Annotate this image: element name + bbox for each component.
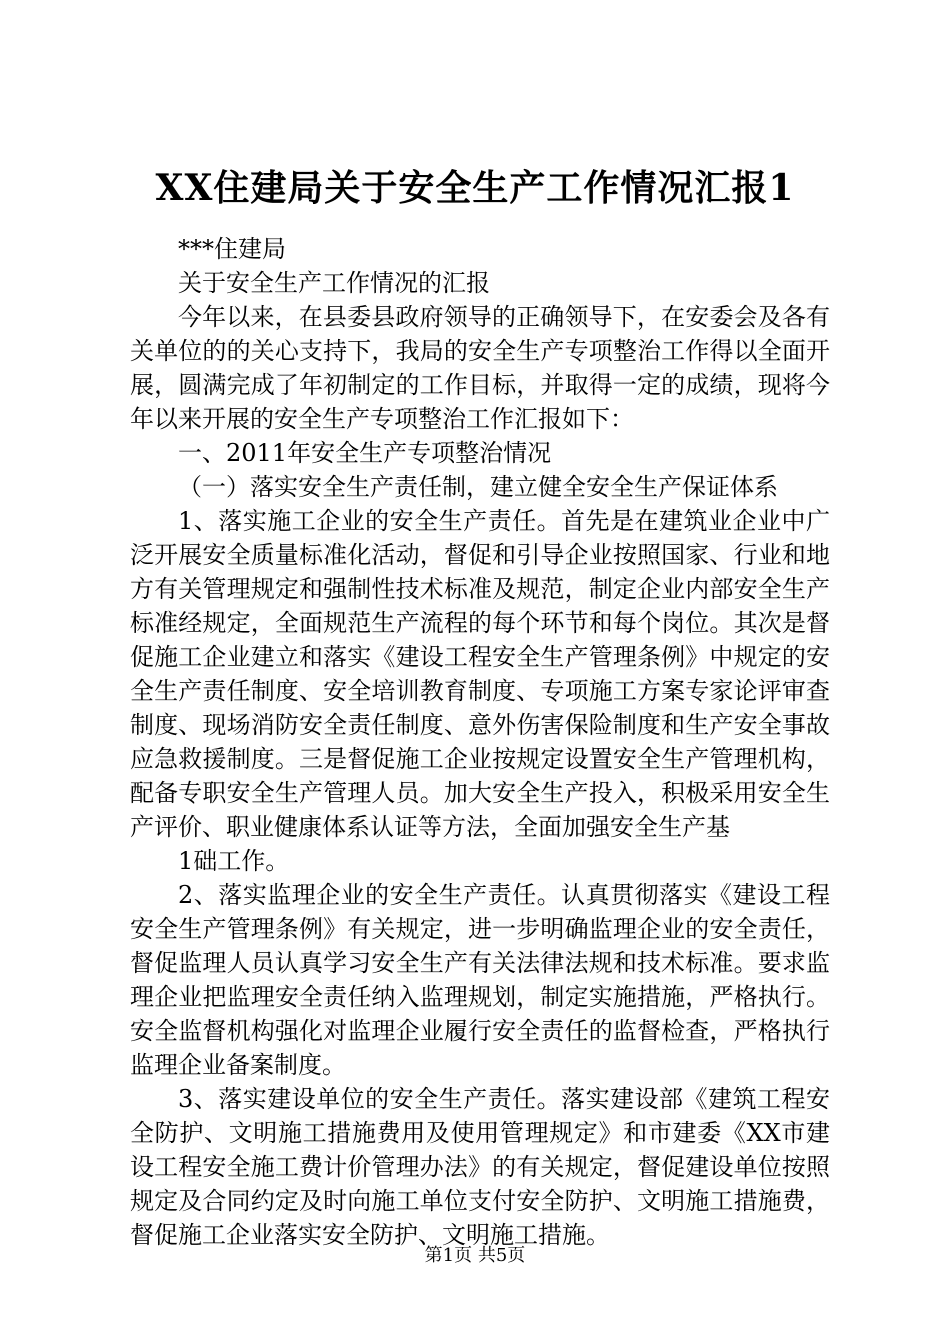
paragraph-item-1: 1、落实施工企业的安全生产责任。首先是在建筑业企业中广泛开展安全质量标准化活动，督促和引导企业按照国家、行业和地方有关管理规定和强制性技术标准及规范，制定企业内部安全生产标准经规定，全面规范生产流程的每个环节和每个岗位。其次是督促施工企业建立和落实《建设工程安全生产管理条例》中规定的安全生产责任制度、安全培训教育制度、专项施工方案专家论评审查制度、现场消防安全责任制度、意外伤害保险制度和生产安全事故应急救援制度。三是督促施工企业按规定设置安全生产管理机构，配备专职安全生产管理人员。加大安全生产投入，积极采用安全生产评价、职业健康体系认证等方法，全面加强安全生产基 <box>130 507 830 841</box>
paragraph-org: ***住建局 <box>178 235 286 263</box>
paragraph-item-3: 3、落实建设单位的安全生产责任。落实建设部《建筑工程安全防护、文明施工措施费用及使用管理规定》和市建委《XX市建设工程安全施工费计价管理办法》的有关规定，督促建设单位按照规定及合同约定及时向施工单位支付安全防护、文明施工措施费，督促施工企业落实安全防护、文明施工措施。 <box>130 1085 830 1249</box>
paragraph-intro: 今年以来，在县委县政府领导的正确领导下，在安委会及各有关单位的的关心支持下，我局的安全生产专项整治工作得以全面开展，圆满完成了年初制定的工作目标，并取得一定的成绩，现将今年以来开展的安全生产专项整治工作汇报如下： <box>130 303 830 433</box>
page-footer: 第1页 共5页 <box>424 1245 526 1266</box>
paragraph-subtitle: 关于安全生产工作情况的汇报 <box>178 269 490 297</box>
subsection-heading-1: （一）落实安全生产责任制，建立健全安全生产保证体系 <box>178 473 778 501</box>
document-title: XX住建局关于安全生产工作情况汇报1 <box>155 167 795 209</box>
document-body <box>130 232 830 1252</box>
paragraph-item-1-cont: 1础工作。 <box>178 847 290 875</box>
paragraph-item-2: 2、落实监理企业的安全生产责任。认真贯彻落实《建设工程安全生产管理条例》有关规定，进一步明确监理企业的安全责任，督促监理人员认真学习安全生产有关法律法规和技术标准。要求监理企业把监理安全责任纳入监理规划，制定实施措施，严格执行。安全监督机构强化对监理企业履行安全责任的监督检查，严格执行监理企业备案制度。 <box>130 881 830 1079</box>
section-heading-1: 一、2011年安全生产专项整治情况 <box>178 439 552 467</box>
